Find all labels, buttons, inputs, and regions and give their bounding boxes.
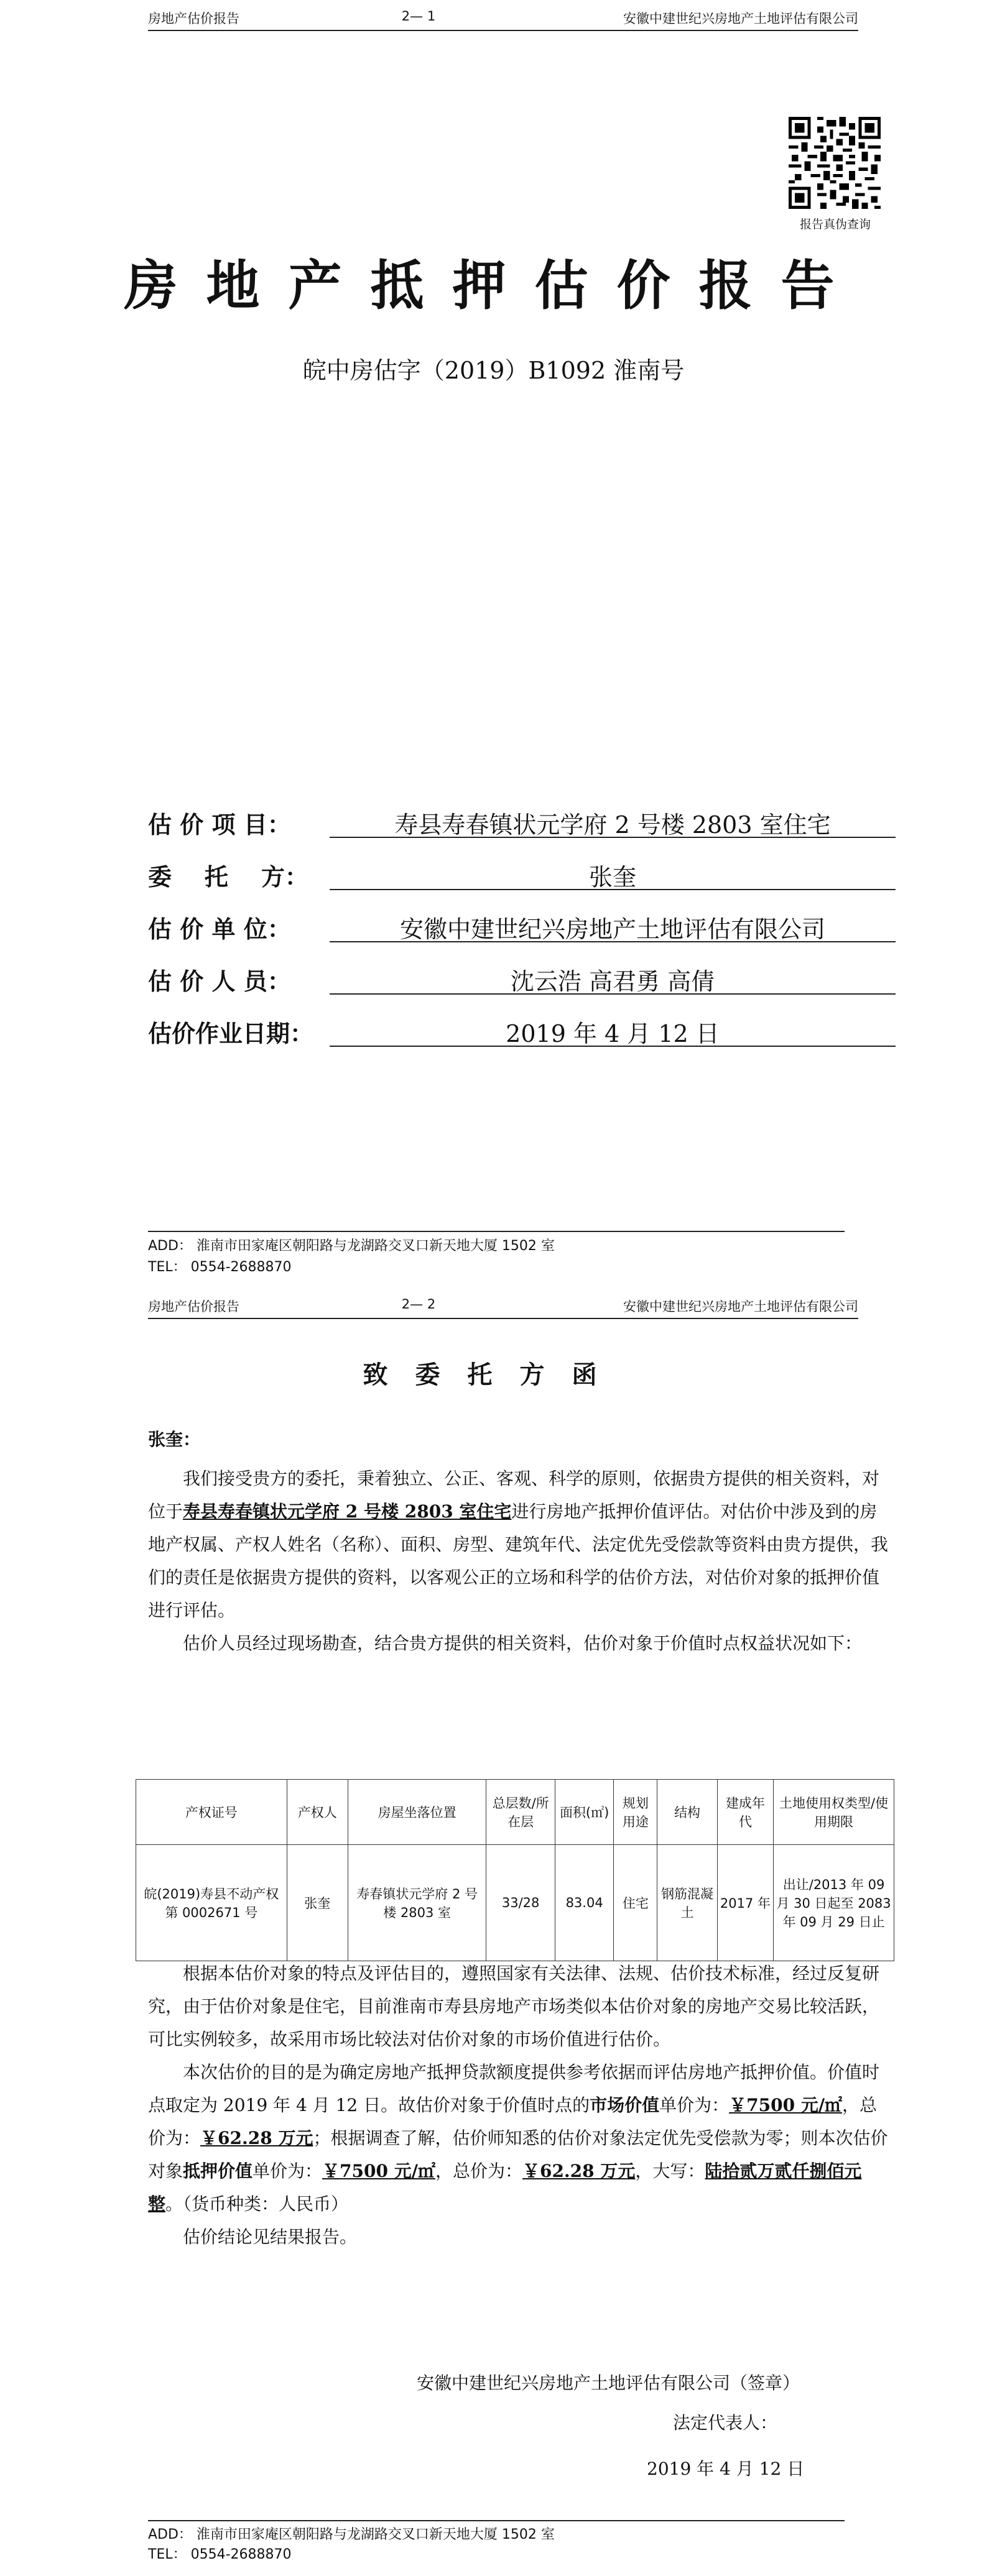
field-label: 委 托 方：: [148, 863, 308, 891]
table-row: [136, 1845, 894, 1961]
page-header: [148, 1297, 858, 1319]
field-work-date: [148, 1014, 894, 1049]
text-run: 本次估价的目的是为确定房地产抵押贷款额度提供参考依据而评估房地产抵押价值。价值时点取定为 2019 年 4 月 12 日。故估价对象于价值时点的: [148, 2062, 880, 2115]
letter-title: 致委托方函: [363, 1361, 624, 1389]
page-footer: [148, 1231, 858, 1278]
text-run: ，总价为：: [435, 2161, 522, 2181]
field-label: 估 价 项 目：: [148, 811, 291, 839]
market-total-price: ￥62.28 万元: [200, 2128, 313, 2148]
footer-address: ADD： 淮南市田家庵区朝阳路与龙湖路交叉口新天地大厦 1502 室: [148, 1238, 555, 1254]
header-right: 安徽中建世纪兴房地产土地评估有限公司: [623, 11, 858, 26]
text-run: 。（货币种类：人民币）: [165, 2194, 349, 2214]
footer-address: ADD： 淮南市田家庵区朝阳路与龙湖路交叉口新天地大厦 1502 室: [148, 2527, 555, 2542]
table-cell: 张奎: [287, 1845, 348, 1961]
field-value: 安徽中建世纪兴房地产土地评估有限公司: [330, 910, 896, 942]
text-run: 进行房地产抵押价值评估。对估价中涉及到的房地产权属、产权人姓名（名称）、面积、房型、建筑年代、法定优先受偿款等资料由贵方提供，我们的责任是依据贵方提供的资料，以客观公正的立场和科学的估价方法，对估价对象的抵押价值进行评估。: [148, 1501, 889, 1621]
table-header-cell: 产权证号: [136, 1780, 287, 1845]
table-header-cell: 房屋坐落位置: [348, 1780, 486, 1845]
header-page-number: 2— 2: [401, 1297, 436, 1312]
table-header-cell: 面积(㎡): [555, 1780, 613, 1845]
field-appraisers: [148, 962, 894, 997]
table-cell: 2017 年: [717, 1845, 773, 1961]
table-cell: 83.04: [555, 1845, 613, 1961]
table-header-cell: 建成年代: [717, 1780, 773, 1845]
table-cell: 33/28: [486, 1845, 555, 1961]
property-rights-table: [136, 1779, 894, 1961]
paragraph-conclusion: 估价结论见结果报告。: [183, 2227, 358, 2247]
report-title: 房地产抵押估价报告: [124, 255, 863, 317]
signature-company-text: 安徽中建世纪兴房地产土地评估有限公司（签章）: [417, 2373, 800, 2393]
page-footer: [148, 2520, 858, 2565]
table-header-cell: 产权人: [287, 1780, 348, 1845]
document-number: 皖中房估字（2019）B1092 淮南号: [302, 357, 685, 384]
field-client: [148, 858, 894, 893]
market-unit-price: ￥7500 元/㎡: [729, 2095, 843, 2115]
field-project: [148, 806, 894, 840]
field-value: 寿县寿春镇状元学府 2 号楼 2803 室住宅: [330, 806, 896, 838]
letter-body-top: [148, 1462, 893, 1660]
qr-code-icon[interactable]: [789, 117, 881, 209]
field-label: 估价作业日期：: [148, 1020, 314, 1047]
table-header-row: [136, 1780, 894, 1845]
footer-divider: [148, 2520, 845, 2521]
market-value-label: 市场价值: [590, 2095, 660, 2115]
mortgage-unit-price: ￥7500 元/㎡: [322, 2161, 435, 2181]
paragraph-rights-status: 估价人员经过现场勘查，结合贵方提供的相关资料，估价对象于价值时点权益状况如下：: [183, 1633, 863, 1654]
table-cell: 出让/2013 年 09 月 30 日起至 2083 年 09 月 29 日止: [774, 1845, 894, 1961]
footer-divider: [148, 1231, 845, 1232]
letter-body-bottom: [148, 1957, 893, 2253]
table-cell: 钢筋混凝土: [657, 1845, 717, 1961]
table-cell: 住宅: [614, 1845, 657, 1961]
amount-in-words: 陆拾贰万贰仟捌佰元整: [148, 2161, 862, 2214]
header-left: 房地产估价报告: [148, 1299, 239, 1314]
table-header-cell: 土地使用权类型/使用期限: [774, 1780, 894, 1845]
field-value: 沈云浩 高君勇 高倩: [330, 962, 896, 995]
text-run: 单价为：: [253, 2161, 323, 2181]
mortgage-value-label: 抵押价值: [183, 2161, 253, 2181]
header-page-number: 2— 1: [401, 9, 436, 24]
field-value: 张奎: [330, 858, 896, 890]
footer-tel: TEL： 0554-2688870: [148, 1259, 292, 1275]
field-label: 估 价 单 位：: [148, 916, 291, 943]
footer-tel: TEL： 0554-2688870: [148, 2547, 292, 2562]
field-appraiser-company: [148, 910, 894, 945]
page-header: [148, 9, 858, 31]
text-run: ，大写：: [635, 2161, 705, 2181]
text-run: 单价为：: [659, 2095, 730, 2115]
table-header-cell: 总层数/所在层: [486, 1780, 555, 1845]
paragraph-valuation: [148, 2056, 893, 2220]
table-header-cell: 结构: [657, 1780, 717, 1845]
header-right: 安徽中建世纪兴房地产土地评估有限公司: [623, 1299, 858, 1314]
field-label: 估 价 人 员：: [148, 968, 291, 995]
signature-date-text: 2019 年 4 月 12 日: [647, 2459, 805, 2479]
letter-salutation: 张奎：: [148, 1429, 201, 1450]
field-value: 2019 年 4 月 12 日: [330, 1014, 896, 1047]
table-cell: 皖(2019)寿县不动产权第 0002671 号: [136, 1845, 287, 1961]
qr-caption: 报告真伪查询: [799, 218, 871, 231]
header-left: 房地产估价报告: [148, 11, 239, 26]
table-cell: 寿春镇状元学府 2 号楼 2803 室: [348, 1845, 486, 1961]
paragraph-method: 根据本估价对象的特点及评估目的，遵照国家有关法律、法规、估价技术标准，经过反复研究，由于估价对象是住宅，目前淮南市寿县房地产市场类似本估价对象的房地产交易比较活跃，可比实例较多，故采用市场比较法对估价对象的市场价值进行估价。: [148, 1963, 880, 2049]
subject-property: 寿县寿春镇状元学府 2 号楼 2803 室住宅: [183, 1501, 512, 1522]
table-header-cell: 规划用途: [614, 1780, 657, 1845]
mortgage-total-price: ￥62.28 万元: [522, 2161, 636, 2181]
signature-representative-text: 法定代表人：: [673, 2413, 778, 2433]
text-run: ，总价为：: [148, 2095, 878, 2148]
paragraph-intro: [148, 1462, 893, 1627]
text-run: ；根据调查了解，估价师知悉的估价对象法定优先受偿款为零；则本次估价对象: [148, 2128, 888, 2181]
text-run: 我们接受贵方的委托，秉着独立、公正、客观、科学的原则，依据贵方提供的相关资料，对位于: [148, 1468, 880, 1522]
